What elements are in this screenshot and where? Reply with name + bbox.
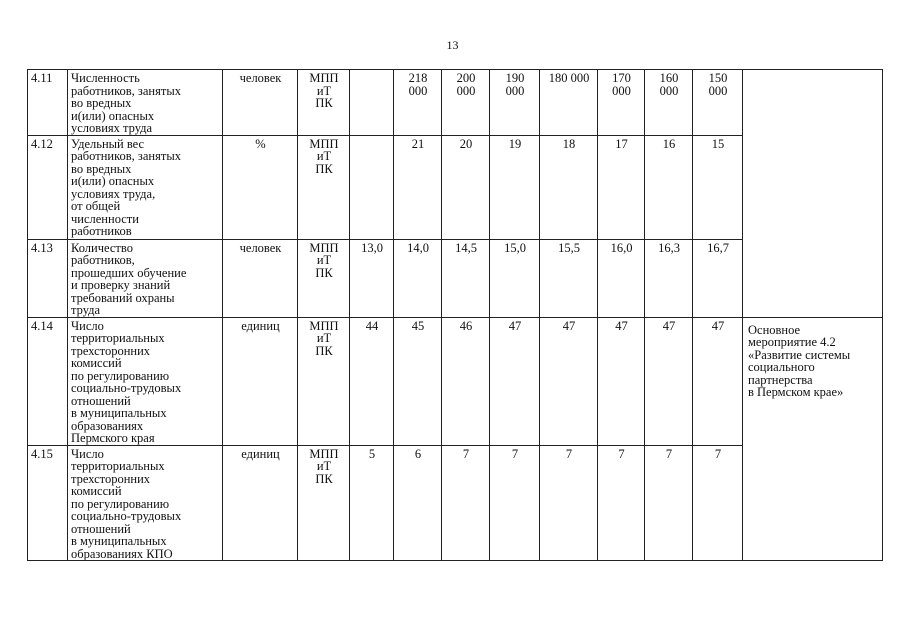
table-row xyxy=(28,317,883,445)
value-cell-text: 218 000 xyxy=(408,71,428,98)
executor-text: МПП иТ ПК xyxy=(309,240,339,280)
program-measure-text: Основное мероприятие 4.2 «Развитие системы социального партнерства в Пермском крае» xyxy=(748,322,851,399)
value-cell-text: 18 xyxy=(562,136,576,151)
value-cell xyxy=(645,317,693,445)
note-empty-cell xyxy=(743,70,883,318)
value-cell-text: 16,0 xyxy=(610,240,633,255)
value-cell-text: 15,0 xyxy=(504,240,526,255)
executor xyxy=(298,135,350,239)
value-cell xyxy=(540,239,598,317)
value-cell xyxy=(350,239,394,317)
value-cell-text: 7 xyxy=(511,446,519,461)
indicator-name xyxy=(68,239,223,317)
value-cell xyxy=(350,317,394,445)
program-measure-cell xyxy=(743,317,883,561)
page-number: 13 xyxy=(446,38,459,52)
value-cell xyxy=(442,317,490,445)
executor-text: МПП иТ ПК xyxy=(309,71,339,110)
value-cell-text: 47 xyxy=(615,318,628,333)
value-cell xyxy=(598,445,645,561)
value-cell xyxy=(490,239,540,317)
unit-of-measure xyxy=(223,317,298,445)
value-cell-text: 47 xyxy=(508,318,522,333)
value-cell xyxy=(442,239,490,317)
table-row xyxy=(28,70,883,136)
indicator-name xyxy=(68,445,223,561)
value-cell xyxy=(645,239,693,317)
indicator-name-text: Количество работников, прошедших обучение и проверку знаний требований охраны труда xyxy=(71,240,187,317)
value-cell-text: 7 xyxy=(565,446,573,461)
value-cell xyxy=(490,135,540,239)
value-cell-text: 47 xyxy=(562,318,576,333)
value-cell xyxy=(394,239,442,317)
row-number-text: 4.11 xyxy=(31,71,53,85)
row-number xyxy=(28,445,68,561)
value-cell xyxy=(394,317,442,445)
value-cell xyxy=(394,70,442,136)
unit-of-measure-text: единиц xyxy=(241,446,280,461)
value-cell xyxy=(540,70,598,136)
value-cell xyxy=(540,317,598,445)
value-cell xyxy=(540,445,598,561)
value-cell xyxy=(598,317,645,445)
value-cell-text: 15,5 xyxy=(558,240,580,255)
row-number xyxy=(28,239,68,317)
indicator-name-text: Число территориальных трехсторонних комиссий по регулированию социально-трудовых отношений в муниципальных образованиях КПО xyxy=(71,446,182,561)
value-cell xyxy=(645,135,693,239)
row-number xyxy=(28,70,68,136)
value-cell xyxy=(350,135,394,239)
value-cell-text: 180 000 xyxy=(548,71,590,85)
value-cell xyxy=(693,317,743,445)
value-cell xyxy=(442,70,490,136)
unit-of-measure xyxy=(223,445,298,561)
indicators-table xyxy=(27,69,883,561)
executor xyxy=(298,239,350,317)
value-cell-text: 5 xyxy=(368,446,376,461)
indicator-name-text: Удельный вес работников, занятых во вредных и(или) опасных условиях труда, от общей численности работников xyxy=(71,136,181,238)
value-cell-text: 44 xyxy=(365,318,379,333)
indicator-name xyxy=(68,317,223,445)
value-cell-text: 14,0 xyxy=(407,240,429,255)
value-cell-text: 16,3 xyxy=(658,240,680,255)
value-cell xyxy=(693,445,743,561)
value-cell xyxy=(693,239,743,317)
row-number-text: 4.15 xyxy=(31,446,53,461)
value-cell-text: 19 xyxy=(508,136,522,151)
value-cell-text: 14,5 xyxy=(455,240,477,255)
unit-of-measure xyxy=(223,70,298,136)
value-cell xyxy=(598,70,645,136)
indicator-name-text: Число территориальных трехсторонних комиссий по регулированию социально-трудовых отношений в муниципальных образованиях Пермского края xyxy=(71,318,182,445)
value-cell xyxy=(490,70,540,136)
value-cell-text: 20 xyxy=(459,136,473,151)
executor-text: МПП иТ ПК xyxy=(309,318,339,358)
value-cell-text: 7 xyxy=(462,446,470,461)
row-number-text: 4.12 xyxy=(31,136,53,151)
value-cell xyxy=(490,445,540,561)
indicator-name xyxy=(68,70,223,136)
row-number-text: 4.14 xyxy=(31,318,53,333)
value-cell-text: 13,0 xyxy=(361,240,383,255)
executor-text: МПП иТ ПК xyxy=(309,446,339,486)
value-cell-text: 15 xyxy=(711,136,725,151)
value-cell xyxy=(394,135,442,239)
value-cell-text: 200 000 xyxy=(456,71,476,98)
value-cell xyxy=(598,239,645,317)
value-cell-text: 7 xyxy=(714,446,722,461)
value-cell xyxy=(490,317,540,445)
value-cell xyxy=(350,445,394,561)
value-cell-text: 47 xyxy=(711,318,725,333)
value-cell-text: 21 xyxy=(411,136,425,151)
value-cell-text: 16,7 xyxy=(707,240,729,255)
table-body xyxy=(28,70,883,561)
value-cell-text: 150 000 xyxy=(708,71,728,98)
unit-of-measure-text: % xyxy=(255,136,266,151)
executor xyxy=(298,445,350,561)
value-cell xyxy=(693,70,743,136)
value-cell-text: 7 xyxy=(618,446,625,461)
value-cell xyxy=(645,70,693,136)
row-number xyxy=(28,135,68,239)
executor xyxy=(298,70,350,136)
value-cell-text: 190 000 xyxy=(505,71,525,98)
executor-text: МПП иТ ПК xyxy=(309,136,339,176)
value-cell-text: 170 000 xyxy=(612,71,631,98)
row-number-text: 4.13 xyxy=(31,240,53,255)
value-cell xyxy=(693,135,743,239)
value-cell-text: 46 xyxy=(459,318,473,333)
unit-of-measure-text: единиц xyxy=(241,318,280,333)
value-cell-text: 17 xyxy=(615,136,628,151)
unit-of-measure xyxy=(223,135,298,239)
indicator-name xyxy=(68,135,223,239)
value-cell-text: 7 xyxy=(665,446,673,461)
unit-of-measure-text: человек xyxy=(239,71,282,85)
executor xyxy=(298,317,350,445)
row-number xyxy=(28,317,68,445)
value-cell-text: 47 xyxy=(662,318,676,333)
value-cell xyxy=(598,135,645,239)
value-cell-text: 16 xyxy=(662,136,676,151)
value-cell xyxy=(540,135,598,239)
value-cell xyxy=(394,445,442,561)
value-cell xyxy=(442,135,490,239)
indicator-name-text: Численность работников, занятых во вредных и(или) опасных условиях труда xyxy=(71,71,181,135)
value-cell-text: 160 000 xyxy=(659,71,679,98)
unit-of-measure-text: человек xyxy=(239,240,282,255)
value-cell-text: 45 xyxy=(411,318,425,333)
value-cell xyxy=(350,70,394,136)
value-cell xyxy=(442,445,490,561)
value-cell-text: 6 xyxy=(414,446,422,461)
value-cell xyxy=(645,445,693,561)
unit-of-measure xyxy=(223,239,298,317)
